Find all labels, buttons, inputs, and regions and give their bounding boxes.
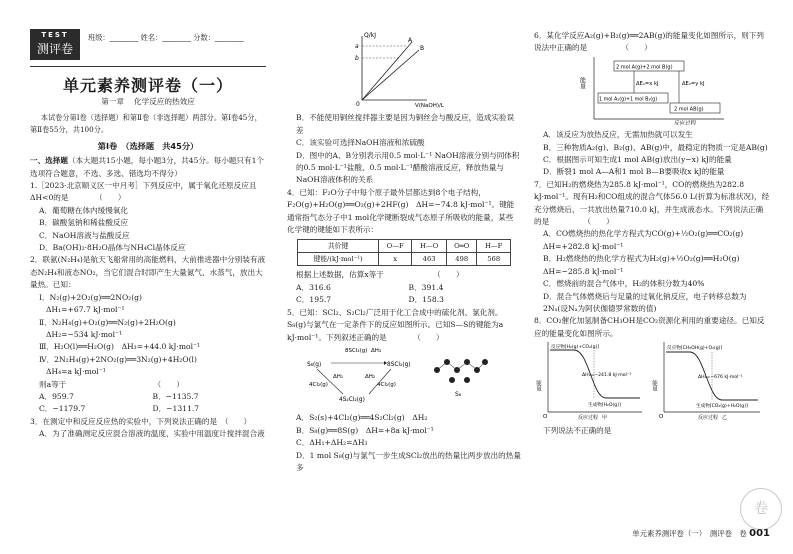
q3-tick-a: a xyxy=(355,43,359,50)
q3-option-d[interactable]: D．图中的A、B分别表示用0.5 mol·L⁻¹ NaOH溶液分别与同体积的0.5 mol·L⁻¹盐酸、0.5 mol·L⁻¹醋酸溶液反应，释放热量与NaOH溶液体积的关系 xyxy=(296,150,520,185)
q8-right-caption: 乙 xyxy=(722,415,728,421)
page-title: 单元素养测评卷（一） xyxy=(62,76,233,95)
badge-bottom: 测评卷 xyxy=(36,42,73,56)
q5-diagram xyxy=(287,344,521,408)
q8-stem: 8．CO₂催化加氢制备CH₃OH是CO₂资源化利用的重要途径。已知反应的能量变化如图所示。 xyxy=(534,316,765,338)
q5-cl-right: 4Cl₂(g) xyxy=(377,381,396,388)
q1-option-d[interactable]: D．Ba(OH)₂·8H₂O晶体与NH₄Cl晶体反应 xyxy=(39,243,186,253)
q5-option-d[interactable]: D．1 mol S₈(g)与氯气一步生成SCl₂放出的热量比两步放出的热量多 xyxy=(296,450,521,472)
q6-xlabel: 反应过程 xyxy=(674,120,697,125)
q7-option-c[interactable]: C．燃烧前的混合气体中，H₂的体积分数为40% xyxy=(543,279,705,289)
s8-ring-icon xyxy=(434,359,488,383)
q1-stem: 1.［2023·北京顺义区一中月考］下列反应中，属于氧化还原反应且ΔH<0的是 （ ） xyxy=(30,181,257,203)
q2-eq3: Ⅲ．H₂O(l)══H₂O(g) ΔH₃=+44.0 kJ·mol⁻¹ xyxy=(39,342,201,352)
q3-option-b[interactable]: B．不能使用铜丝搅拌器主要是因为铜丝会与酸反应，造成实验误差 xyxy=(296,113,515,135)
table-cell: x xyxy=(379,253,412,266)
table-row xyxy=(298,240,511,253)
column-left xyxy=(30,112,266,441)
q6-bottom: 2 mol AB(g) xyxy=(674,106,704,113)
table-cell: O—F xyxy=(379,240,412,253)
q4-option-b[interactable]: B．391.4 xyxy=(408,282,444,292)
q6-option-b[interactable]: B．三种物质A₂(g)、B₂(g)、AB(g)中，最稳定的物质一定是AB(g) xyxy=(543,142,768,152)
q8-left-top: 反应物[H₂(g)+CO₂(g)] xyxy=(551,345,600,351)
q1-option-b[interactable]: B．碳酸氢钠和稀盐酸反应 xyxy=(39,218,129,228)
q2-ask: 则a等于 （ ） xyxy=(39,379,185,389)
q2-dh4: ΔH₄=a kJ·mol⁻¹ xyxy=(46,367,106,377)
q6-left: 1 mol A₂(g)+1 mol B₂(g) xyxy=(599,97,658,103)
table-cell: 463 xyxy=(412,253,447,266)
section1-desc: （本大题共15小题，每小题3分，共45分。每小题只有1个选项符合题意，不选、多选、错选均不得分） xyxy=(30,156,265,178)
q2-options xyxy=(30,391,266,416)
table-cell: 键能/(kJ·mol⁻¹) xyxy=(298,253,379,266)
q6-option-c[interactable]: C．根据图示可知生成1 mol AB(g)放出(y−x) kJ的能量 xyxy=(543,155,732,165)
q5-left: S₈(g) xyxy=(307,361,322,368)
q6-energy-diagram xyxy=(534,55,770,125)
q6-option-d[interactable]: D．断裂1 mol A—A和1 mol B—B要吸收x kJ的能量 xyxy=(543,167,725,177)
table-cell: H—O xyxy=(412,240,447,253)
q5-bottom: 4S₂Cl₂(g) xyxy=(339,396,365,403)
q5-s8-label: S₈ xyxy=(455,390,462,398)
q4-option-a[interactable]: A．316.6 xyxy=(296,282,331,292)
q2-option-a[interactable]: A．959.7 xyxy=(39,391,74,401)
q8-energy-diagrams xyxy=(534,340,770,420)
q5-stem: 5．已知：SCl₂、S₂Cl₂广泛用于化工合成中的硫化剂、氯化剂。S₈(g)与氯气在一定条件下的反应如图所示。已知S—S的键能为a kJ·mol⁻¹。下列叙述正确的是 （ ） xyxy=(287,307,504,342)
q4-stem: 4．已知：F₂O分子中每个原子最外层都达到8个电子结构，F₂O(g)+H₂O(g)══O₂(g)+2HF(g) ΔH=−74.8 kJ·mol⁻¹。键能通常指气态分子中1 mol化学键断裂成气态原子所吸收的能量，某些化学键的键能如下表所示： xyxy=(287,187,515,235)
q8-left-caption: 甲 xyxy=(602,415,608,421)
student-fields xyxy=(88,33,244,43)
q3-tick-b: b xyxy=(355,55,359,62)
q6-option-a[interactable]: A．该反应为放热反应，无需加热就可以发生 xyxy=(543,130,693,140)
q8-right-bottom: 生成物[CO₂(g)+H₂O(g)] xyxy=(696,404,748,410)
chapter-number: 第一章 xyxy=(101,97,125,106)
chapter-name: 化学反应的热效应 xyxy=(134,97,195,106)
q3-tick-0: 0 xyxy=(356,101,360,108)
page-footer xyxy=(534,528,770,539)
section1-title: 一、选择题 xyxy=(30,156,68,166)
q2-eq1: Ⅰ．N₂(g)+2O₂(g)══2NO₂(g) xyxy=(39,292,142,302)
q8-right-top: 反应物[CH₃OH(g)+O₂(g)] xyxy=(667,346,723,352)
q5-top: 8SCl₂(g) xyxy=(345,347,368,354)
q8-ask: 下列说法不正确的是 xyxy=(543,425,612,435)
name-field[interactable]: 姓名：________ xyxy=(140,33,191,42)
q4-option-d[interactable]: D．158.3 xyxy=(408,295,444,305)
q5-cl-left: 4Cl₂(g) xyxy=(309,381,328,388)
q3-stem: 3．在测定中和反应反应热的实验中，下列说法正确的是 （ ） xyxy=(30,416,252,426)
test-badge xyxy=(30,29,80,60)
q5-dh3: ΔH₃ xyxy=(371,347,382,354)
column-middle xyxy=(287,30,521,474)
table-cell: 共价键 xyxy=(298,240,379,253)
q2-option-d[interactable]: D．−1311.7 xyxy=(152,404,200,414)
score-field[interactable]: 分数：________ xyxy=(193,33,244,42)
q6-e1: ΔE₁=x kJ xyxy=(636,80,659,87)
q2-option-b[interactable]: B．−1135.7 xyxy=(152,391,199,401)
q2-stem: 2．联氨(N₂H₄)是航天飞船常用的高能燃料，大前推进器中分别装有液态N₂H₄和液态NO₂，当它们混合时即产生大量氮气、水蒸气，放出大量热。已知： xyxy=(30,255,266,290)
part1-header: 第Ⅰ卷 （选择题 共45分） xyxy=(97,140,199,151)
bond-energy-table xyxy=(297,239,511,266)
q3-graph xyxy=(287,30,521,108)
footer-label: 单元素养测评卷（一） 测评卷 卷 xyxy=(632,529,747,538)
watermark-stamp-icon: 卷 xyxy=(740,488,782,530)
q4-ask: 根据上述数据，估算x等于 （ ） xyxy=(296,270,464,280)
q8-right-xlabel: 反应过程 xyxy=(698,415,719,421)
q3-line-b xyxy=(362,50,419,100)
q8-left-xlabel: 反应过程 xyxy=(578,415,599,421)
q2-dh2: ΔH₂=−534 kJ·mol⁻¹ xyxy=(46,329,123,339)
q4-options xyxy=(287,282,521,307)
q1-option-a[interactable]: A．葡萄糖在体内缓慢氧化 xyxy=(39,205,129,215)
q5-option-b[interactable]: B．S₈(g)══8S(g) ΔH=+8a kJ·mol⁻¹ xyxy=(296,425,434,435)
q2-dh1: ΔH₁=+67.7 kJ·mol⁻¹ xyxy=(46,305,125,315)
q5-dh1: ΔH₁ xyxy=(333,373,344,380)
q2-eq2: Ⅱ．N₂H₄(g)+O₂(g)══N₂(g)+2H₂O(g) xyxy=(39,317,176,327)
table-cell: H—F xyxy=(477,240,511,253)
chapter-subtitle xyxy=(30,96,266,107)
q7-option-b[interactable]: B．H₂燃烧热的热化学方程式为H₂(g)+½O₂(g)══H₂O(g) ΔH=−285.8 kJ·mol⁻¹ xyxy=(543,254,748,276)
q8-left-origin: O xyxy=(543,414,548,421)
q4-option-c[interactable]: C．195.7 xyxy=(296,295,332,305)
q6-top: 2 mol A(g)+2 mol B(g) xyxy=(616,64,673,71)
class-field[interactable]: 班级：________ xyxy=(88,33,139,42)
q5-dh2: ΔH₂ xyxy=(365,373,376,380)
table-row xyxy=(298,253,511,266)
q8-right-ylabel: 能量 xyxy=(651,380,657,392)
q8-left-ylabel: 能量 xyxy=(535,380,541,392)
q3-label-b: B xyxy=(420,45,425,52)
q3-option-c[interactable]: C．该实验可选择NaOH溶液和浓硫酸 xyxy=(296,138,425,148)
q6-stem: 6．某化学反应A₂(g)+B₂(g)══2AB(g)的能量变化如图所示，则下列说法中正确的是 （ ） xyxy=(534,31,765,53)
q5-option-c[interactable]: C．ΔH₁+ΔH₂=ΔH₃ xyxy=(296,438,368,448)
q8-left-bottom: 生成物[H₂O(g)] xyxy=(588,403,621,409)
q7-stem: 7．已知H₂的燃烧热为285.8 kJ·mol⁻¹，CO的燃烧热为282.8 kJ·mol⁻¹。现有H₂和CO组成的混合气体56.0 L(折算为标准状况)，经充分燃烧后，一共放出热量710.0 kJ，并生成液态水。下列说法正确的是 （ ） xyxy=(534,179,770,227)
q5-right: 8SCl₂(g) xyxy=(387,361,411,368)
badge-top: TEST xyxy=(41,31,69,39)
q8-right-origin: O xyxy=(659,414,664,421)
q3-ylabel: Q/kJ xyxy=(364,32,376,39)
q3-option-a[interactable]: A．为了准确测定反应混合溶液的温度，实验中用温度计搅拌混合液 xyxy=(39,429,265,439)
section1-intro xyxy=(30,155,266,180)
q3-xlabel: V(NaOH)/L xyxy=(415,103,444,108)
q6-e2: ΔE₂=y kJ xyxy=(682,80,705,87)
q7-option-a[interactable]: A．CO燃烧热的热化学方程式为CO(g)+½O₂(g)══CO₂(g) ΔH=+282.8 kJ·mol⁻¹ xyxy=(543,229,751,251)
q3-line-a xyxy=(362,42,412,100)
table-cell: 498 xyxy=(447,253,477,266)
table-cell: 568 xyxy=(477,253,511,266)
column-right xyxy=(534,30,770,437)
header-rule xyxy=(30,66,266,67)
q3-label-a: A xyxy=(408,37,413,44)
intro-text: 本试卷分第Ⅰ卷（选择题）和第Ⅱ卷（非选择题）两部分。第Ⅰ卷45分，第Ⅱ卷55分，共100分。 xyxy=(30,113,262,135)
q2-option-c[interactable]: C．−1179.7 xyxy=(39,404,86,414)
q8-right-dh: ΔH₂=−676 kJ·mol⁻¹ xyxy=(698,375,743,381)
q1-option-c[interactable]: C．NaOH溶液与盐酸反应 xyxy=(39,230,130,240)
table-cell: O═O xyxy=(447,240,477,253)
q2-eq4: Ⅳ．2N₂H₄(g)+2NO₂(g)══3N₂(g)+4H₂O(l) xyxy=(39,354,197,364)
q7-option-d[interactable]: D．混合气体燃烧后与足量的过氧化钠反应，电子转移总数为2Nₐ(设Nₐ为阿伏伽德罗常数的值) xyxy=(543,291,747,313)
q6-ylabel: 能量 xyxy=(578,76,586,89)
page-number: 001 xyxy=(749,528,770,539)
q5-option-a[interactable]: A．S₂(s)+4Cl₂(g)══4S₂Cl₂(g) ΔH₂ xyxy=(296,413,428,423)
q8-left-dh: ΔH₁=−241.8 kJ·mol⁻¹ xyxy=(582,373,632,379)
